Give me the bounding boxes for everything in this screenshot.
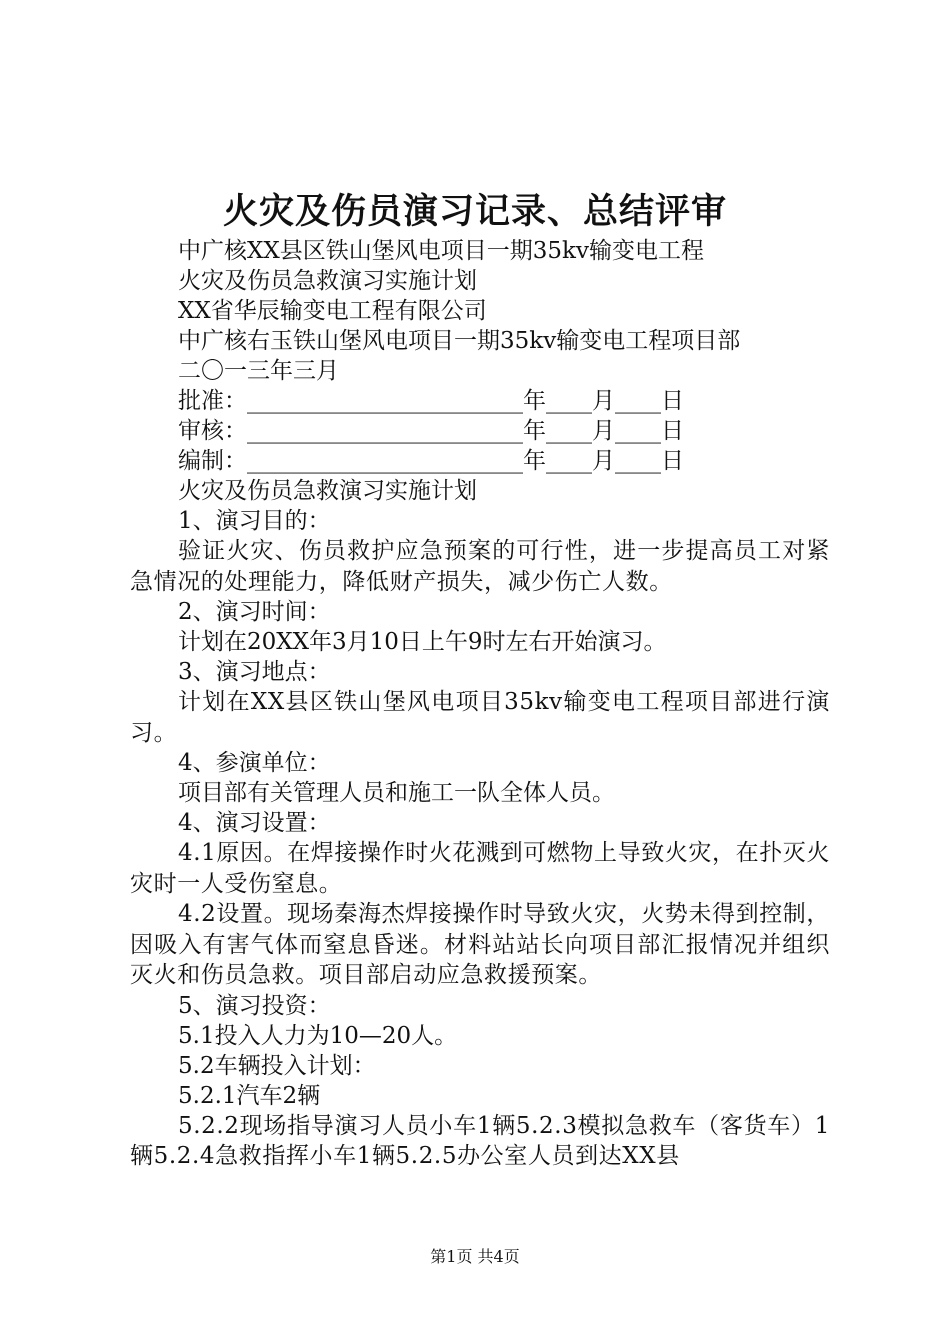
company-name: XX省华辰输变电工程有限公司	[178, 298, 487, 324]
plan-heading: 火灾及伤员急救演习实施计划	[178, 478, 477, 504]
month-blank: ____	[546, 448, 592, 474]
section-heading: 1、演习目的：	[178, 508, 331, 534]
month-label: 月	[592, 418, 615, 444]
section-text: 计划在20XX年3月10日上午9时左右开始演习。	[178, 629, 667, 655]
project-name: 中广核XX县区铁山堡风电项目一期35kv输变电工程	[178, 238, 704, 264]
section-heading: 5、演习投资：	[178, 992, 331, 1019]
day-blank: ____	[615, 388, 661, 414]
month-blank: ____	[546, 388, 592, 414]
section-text: 5.2.1汽车2辆	[178, 1082, 321, 1109]
year-label: 年	[523, 388, 546, 414]
section-heading: 4、参演单位：	[178, 750, 331, 776]
day-label: 日	[661, 418, 684, 444]
year-label: 年	[523, 448, 546, 474]
day-label: 日	[661, 448, 684, 474]
section-text: 4.2设置。现场秦海杰焊接操作时导致火灾，火势未得到控制，因吸入有害气体而窒息昏迷。材料站站长向项目部汇报情况并组织灭火和伤员急救。项目部启动应急救援预案。	[130, 901, 830, 988]
department-name: 中广核右玉铁山堡风电项目一期35kv输变电工程项目部	[178, 328, 741, 354]
document-title: 火灾及伤员演习记录、总结评审	[222, 191, 727, 232]
approval-label: 批准：	[178, 388, 247, 414]
year-label: 年	[523, 418, 546, 444]
compile-row	[130, 446, 830, 476]
section-text: 4.1原因。在焊接操作时火花溅到可燃物上导致火灾，在扑灭火灾时一人受伤窒息。	[130, 840, 830, 897]
day-blank: ____	[615, 418, 661, 444]
section-text: 计划在XX县区铁山堡风电项目35kv输变电工程项目部进行演习。	[130, 689, 830, 746]
plan-name: 火灾及伤员急救演习实施计划	[178, 268, 477, 294]
compile-blank: ________________________	[247, 448, 523, 474]
approval-row	[130, 386, 830, 416]
section-text: 验证火灾、伤员救护应急预案的可行性，进一步提高员工对紧急情况的处理能力，降低财产损失，减少伤亡人数。	[130, 538, 830, 595]
document-date: 二〇一三年三月	[178, 358, 339, 384]
review-row	[130, 416, 830, 446]
day-label: 日	[661, 388, 684, 414]
section-text: 5.2.2现场指导演习人员小车1辆5.2.3模拟急救车（客货车）1辆5.2.4急救指挥小车1辆5.2.5办公室人员到达XX县	[130, 1112, 830, 1169]
approval-blank: ________________________	[247, 388, 523, 414]
section-heading: 4、演习设置：	[178, 810, 331, 836]
section-text: 项目部有关管理人员和施工一队全体人员。	[178, 780, 615, 806]
section-text: 5.2车辆投入计划：	[178, 1052, 376, 1079]
month-label: 月	[592, 448, 615, 474]
page-footer: 第1页 共4页	[430, 1247, 520, 1266]
section-heading: 2、演习时间：	[178, 599, 331, 625]
month-blank: ____	[546, 418, 592, 444]
section-heading: 3、演习地点：	[178, 659, 331, 685]
review-label: 审核：	[178, 418, 247, 444]
section-text: 5.1投入人力为10—20人。	[178, 1022, 458, 1049]
review-blank: ________________________	[247, 418, 523, 444]
day-blank: ____	[615, 448, 661, 474]
compile-label: 编制：	[178, 448, 247, 474]
month-label: 月	[592, 388, 615, 414]
document-body	[130, 236, 830, 1172]
